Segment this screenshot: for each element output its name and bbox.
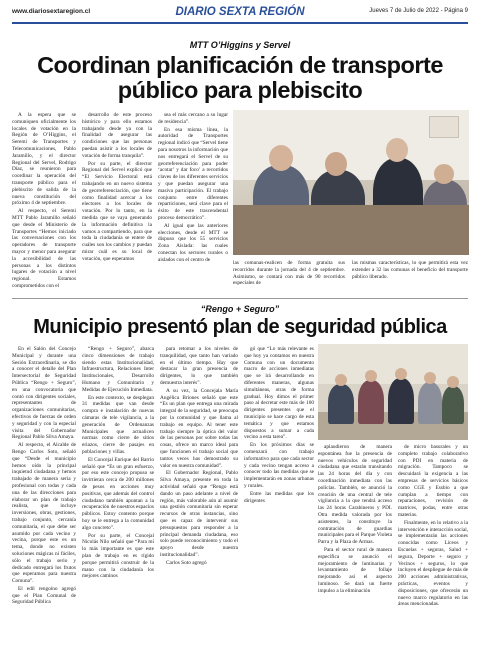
article2-column-3: [160, 346, 238, 662]
issue-date: Jueves 7 de Julio de 2022 - Página 9: [369, 8, 468, 14]
paragraph: El edil rengoino agregó que el Plan Comunal de Seguridad Pública: [12, 585, 76, 606]
article1-headline-line2: público para plebiscito: [117, 77, 363, 103]
article2-column-5: [318, 444, 392, 662]
paragraph: para retomar a los niveles de tranquilidad, que tanto han variado en el último tiempo. Hay que destacar la gran presencia de dirigentes, lo que también demuestra interés”.: [160, 346, 238, 386]
paragraph: En este contexto, se desplegan 31 medidas que van desde compra e instalación de nuevas cámaras de tele vigilancia, a la generación de Ordenanzas Municipales que actualicen normas como cierre de sitios eriazos, cierre de pasajes en poblaciones y villas.: [82, 394, 154, 455]
article2-column-2: [82, 346, 154, 662]
section-divider: [12, 298, 468, 299]
paragraph: de micro basurales y un completo trabajo colaborativo con PDI en materia de migración. Tampoco se descuidará la exigencia a las empresas de servicios básicos como CGE y Essbio a que cumplan a tiempo con reparaciones, revisión de matrices, podas, entre otras materias.: [398, 444, 468, 518]
paragraph: aplaudieron de manera espontánea fue la presencia de nuevos vehículos de seguridad ciudadana que estarán transitando las 24 horas del día y con coordinación inmediata con las policías. También, se anunció la creación de una central de tele vigilancia a la que tendrá acceso las 24 horas Carabineros y PDI. Otra medida valorada por los asistentes, la constituye la contratación de guardias municipales para el Parque Violeta Parra y la Plaza de Armas.: [318, 444, 392, 546]
paragraph: Por su parte, el Concejal Nicolás Nilo señaló que “Para mí lo más importante es que este plan de trabajo en es rígido porque permitirá construir de la mano con la ciudadanía los mejores caminos: [82, 532, 154, 580]
site-url[interactable]: www.diariosextaregion.cl: [12, 8, 91, 15]
article1-column-4: las comunas-realicen de forma gratuita sus recorridos durante la jornada del 4 de septiembre. Asimismo, se contará con más de 90 recorridos especiales de: [233, 260, 345, 287]
article1-column-3: [158, 112, 228, 288]
paragraph: A su vez, la Concejala María Angélica Briones señaló que este “Es un plan que entrega una mirada integral de la seguridad, se preocupa por la comunidad y que llama al trabajo en equipo. Al tener este trabajo siempre la óptica del valor de las personas por sobre todas las cosas, ofrece un marco ideal para que funcionen el trabajo social que tantos veces has demostrado su valor en nuestra comunidad”.: [160, 387, 238, 469]
paragraph: Al respecto, el Alcalde de Rengo Carlos Soto, señaló que “Desde el municipio hemos oído la principal inquietud ciudadana y hemos trabajado de manera seria y profesional con todas y cada una de las direcciones para elaborar un plan de trabajo realista, que incluye inversiones, obras, gestiones, trabajo conjunto, cercanía comunitaria, el que debe ser asumido por cada vecino y vecina, porque este es un tema, donde no existen soluciones mágicas ni fáciles, sólo el trabajo serio y dedicado entregará los frutos que esperamos para nuestra Comuna”.: [12, 442, 76, 585]
paragraph: “Rengo + Seguro”, abarca cinco dimensiones de trabajo siendo estas Institucionalidad, Infraestructura, Relaciones Inter Institucionales, Desarrollo Humano y Comunitario y Medidas de Ejecución Inmediata.: [82, 346, 154, 393]
paragraph: En el Salón del Concejo Municipal y durante una Sesión Extraordinaria, se dio a conocer el detalle del Plan Intersectorial de Seguridad Pública “Rengo + Seguro”, en una convocatoria que contó con dirigentes sociales, representantes de organizaciones comunitarias, efectivos de fuerzas de orden y seguridad y con la especial visita del Gobernador Regional Pablo Silva Amaya.: [12, 346, 76, 441]
article1-kicker: MTT O’Higgins y Servel: [189, 40, 291, 50]
paragraph: El Gobernador Regional, Pablo Silva Amaya, presente en toda la actividad señaló que “Rengo está dando un paso adelante a nivel de región, más valorable aún al asumir una gestión comunitaria sin esperar recursos de otras instancias, sino que es capaz de intervenir sus presupuestos para responder a la principal demanda ciudadana, eso solo puede reconocimiento y todo el apoyo desde nuestra institucionalidad”.: [160, 470, 238, 558]
article2-column-6: [398, 444, 468, 662]
paragraph: Carlos Soto agregó: [166, 559, 207, 566]
paragraph: El Concejal Enrique del Barrio señaló que “Es un gran esfuerzo, por eso este concejo propuso se invirtieran cerca de 200 millones de pesos en acciones muy positivas, que además del control ciudadano también apuntan a la recuperación de nuestros espacios públicos. Estoy contento porque hoy se le entrega a la comunidad algo concreto”.: [82, 456, 154, 531]
paragraph: Finalmente, en lo relativo a la intervención e interacción social, se implementarán las acciones conocidas como Liceos y Escuelas + seguras, Salud + segura, Deporte + seguro y Vecinos + seguros, lo que incluyen el despliegue de más de 200 acciones administrativas, prácticas, eventos y disposiciones, que ofrecerán un nuevo marco regulatorio en las áreas mencionadas.: [398, 519, 468, 608]
article1-headline: [0, 53, 480, 103]
paragraph: gó que “Lo más relevante es que hoy ya contamos en nuestra Comuna con un documento macro de acciones inmediatas que se irá desarrollando en diferentes maneras, algunas simultáneas, otras de forma gradual. Hoy dimos el primer paso al decretar este más de 100 dirigentes presentes que el municipio se hace cargo de esta temática y que estamos dispuestos a sumar a cada vecino a esta tarea”.: [244, 346, 314, 441]
article2-column-4: [244, 346, 314, 662]
paragraph: En los próximos días se comenzará con trabajo informativo para que cada sector y cada vecino tengan acceso a conocer todo las medidas que se implementarán en zonas urbanas y rurales.: [244, 442, 314, 489]
article1-headline-line1: Coordinan planificación de transporte: [37, 52, 443, 78]
paragraph: Al igual que las anteriores elecciones, desde el MTT se dispuso que los 55 servicios Zona Aislada: las cuales conectan los sectores rurales o aislados con el centro de: [158, 222, 228, 263]
paragraph: Por su parte, el director Regional del Servel explicó que “El Servicio Electoral está trabajando en un nuevo sistema de georreferenciación, que tiene como finalidad acercar a los electores a los locales de votación. Por lo tanto, en la medida que se vaya generando la información definitiva la vamos a compartiendo, para que toda la ciudadanía se entere de cuáles son los cambios y puedan mirar cuál es su local de votación, que esperamos: [82, 160, 152, 262]
article1-column-2: [82, 112, 152, 288]
section-title: DIARIO SEXTA REGIÓN: [175, 6, 305, 18]
article1-column-1: [12, 112, 76, 288]
paragraph: Al respecto, el Seremi MTT Pablo Jaramillo señaló que desde el Ministerio de Transportes “Hemos iniciado las conversaciones con los operadores de transporte mayor y menor para asegurar la accesibilidad de las personas a los distintos lugares de votación a nivel regional. Estamos comprometidos con el: [12, 208, 76, 288]
paragraph: Para el sector rural de manera específica se anunció el mejoramiento de luminarias y levantamiento de follaje mejorando así el aspecto luminoso. Se dará un fuerte impulso a la eliminación: [318, 546, 392, 594]
paragraph: En esa misma línea, la autoridad de Transportes regional indicó que “Servel tiene para nosotros la información que nos entregará el Servel de su georreferenciación para poder ‘acotar’ y dar foco’ a recorridos claves de los diferentes servicios y que puedan asegurar una masiva participación. El trabajo conjunto entre diferentes reparticiones, será clave para el éxito de este trascendental proceso democrático”.: [158, 126, 228, 221]
paragraph: Entre las medidas que los dirigentes: [244, 490, 314, 504]
paragraph: desarrollo de este proceso histórico y para ello estamos trabajando desde ya con la finalidad de asegurar las condiciones que las personas puedan asistir a los locales de votación de forma tranquila”.: [82, 112, 152, 159]
flag-decoration: [429, 116, 459, 138]
article2-photo-group: [318, 344, 468, 440]
paragraph: A la espera que se comuniquen oficialmente los locales de votación en la Región de O’Higgins, el Seremi de Transportes y Telecomunicaciones, Pablo Jaramillo, y el director Regional del Servel, Rodrigo Díaz, se reunieron para coordinar la operación del transporte público para el plebiscito de salida de la nueva constitución del próximo 4 de septiembre.: [12, 112, 76, 207]
article1-photo: [233, 110, 469, 255]
article2-kicker: “Rengo + Seguro”: [200, 304, 280, 314]
paragraph: sea el más cercano a su lugar de residencia”.: [158, 112, 228, 125]
page-header: [12, 8, 468, 24]
article2-column-1: [12, 346, 76, 662]
article2-headline: Municipio presentó plan de seguridad pública: [33, 316, 447, 338]
article1-column-5: las mismas características, lo que permitirá esta vez extender a 32 las comunas el beneficio del transporte público liberado.: [352, 260, 468, 280]
